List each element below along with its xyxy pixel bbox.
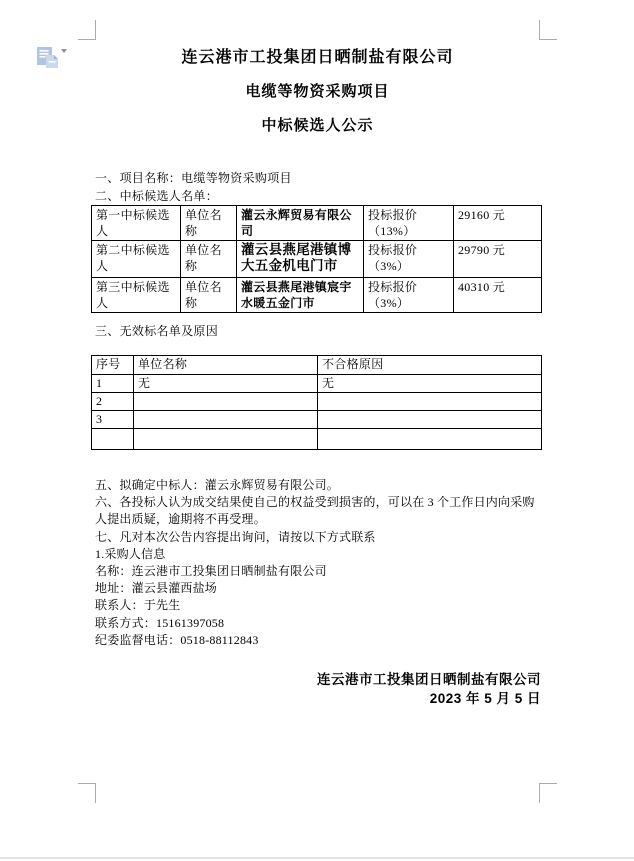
document-title-project: 电缆等物资采购项目: [245, 83, 390, 100]
section-candidate-list-heading: 二、中标候选人名单：: [95, 189, 219, 203]
crop-mark-top-right: [539, 20, 557, 40]
unit-name-cell: [134, 411, 318, 429]
window-bottom-edge: [0, 857, 634, 859]
contact-person: 联系人：于先生: [95, 598, 181, 613]
section-invalid-bids-heading: 三、无效标名单及原因: [95, 324, 219, 338]
candidate-company: 灌云永辉贸易有限公司: [237, 206, 364, 241]
row-index: 2: [92, 393, 134, 411]
reason-cell: [318, 411, 542, 429]
unit-name-label: 单位名称: [181, 278, 237, 313]
table-row: [92, 411, 542, 429]
column-header-reason: 不合格原因: [318, 356, 542, 375]
candidate-rank: 第二中标候选人: [92, 241, 181, 278]
crop-mark-top-left: [78, 20, 96, 40]
buyer-address: 地址：灌云县灌西盐场: [95, 581, 218, 596]
section-awardee: 五、拟确定中标人：灌云永辉贸易有限公司。: [95, 478, 340, 492]
crop-mark-bottom-right: [539, 783, 557, 803]
table-header-row: [92, 356, 542, 375]
bid-price-value: 29790 元: [454, 241, 542, 278]
section-project-name: 一、项目名称：电缆等物资采购项目: [95, 171, 292, 185]
reason-cell: 无: [318, 375, 542, 393]
table-row: [92, 278, 542, 313]
signature-block: [95, 671, 541, 708]
table-row: [92, 206, 542, 241]
contact-phone: 联系方式：15161397058: [95, 615, 225, 630]
paste-options-button[interactable]: [35, 45, 71, 71]
bid-price-label: 投标报价（3%）: [364, 278, 454, 313]
unit-name-cell: 无: [134, 375, 318, 393]
column-header-index: 序号: [92, 356, 134, 375]
bid-price-label: 投标报价（13%）: [364, 206, 454, 241]
candidate-company: 灌云县燕尾港镇博大五金机电门市: [237, 241, 364, 278]
table-row: [92, 241, 542, 278]
reason-cell: [318, 393, 542, 411]
unit-name-label: 单位名称: [181, 241, 237, 278]
row-index: 1: [92, 375, 134, 393]
document-title-company: 连云港市工投集团日晒制盐有限公司: [181, 49, 454, 66]
candidate-company: 灌云县燕尾港镇宸宇水暖五金门市: [237, 278, 364, 313]
body-paragraphs: [95, 477, 541, 649]
unit-name-cell: [134, 429, 318, 450]
section-inquiry: 七、凡对本次公告内容提出询问，请按以下方式联系: [95, 529, 376, 544]
buyer-name: 名称：连云港市工投集团日晒制盐有限公司: [95, 564, 327, 579]
bid-price-value: 29160 元: [454, 206, 542, 241]
invalid-bids-table: [91, 355, 542, 450]
reason-cell: [318, 429, 542, 450]
column-header-unit-name: 单位名称: [134, 356, 318, 375]
candidates-table: [91, 205, 542, 313]
section-objection-terms: 六、各投标人认为成交结果使自己的权益受到损害的，可以在 3 个工作日内向采购人提出质疑，逾期将不再受理。: [95, 495, 535, 527]
chevron-down-icon: [61, 53, 69, 71]
buyer-info-heading: 1.采购人信息: [95, 546, 166, 561]
row-index: 3: [92, 411, 134, 429]
table-row: [92, 393, 542, 411]
table-row: [92, 375, 542, 393]
signature-company: 连云港市工投集团日晒制盐有限公司: [317, 672, 541, 687]
unit-name-label: 单位名称: [181, 206, 237, 241]
bid-price-value: 40310 元: [454, 278, 542, 313]
candidate-rank: 第一中标候选人: [92, 206, 181, 241]
supervision-phone: 纪委监督电话：0518-88112843: [95, 632, 259, 647]
unit-name-cell: [134, 393, 318, 411]
crop-mark-bottom-left: [78, 783, 96, 803]
candidate-rank: 第三中标候选人: [92, 278, 181, 313]
paste-icon: [37, 47, 59, 69]
row-index: [92, 429, 134, 450]
bid-price-label: 投标报价（3%）: [364, 241, 454, 278]
table-row: [92, 429, 542, 450]
document-title-announcement: 中标候选人公示: [261, 117, 374, 134]
signature-date: 2023 年 5 月 5 日: [429, 690, 541, 706]
